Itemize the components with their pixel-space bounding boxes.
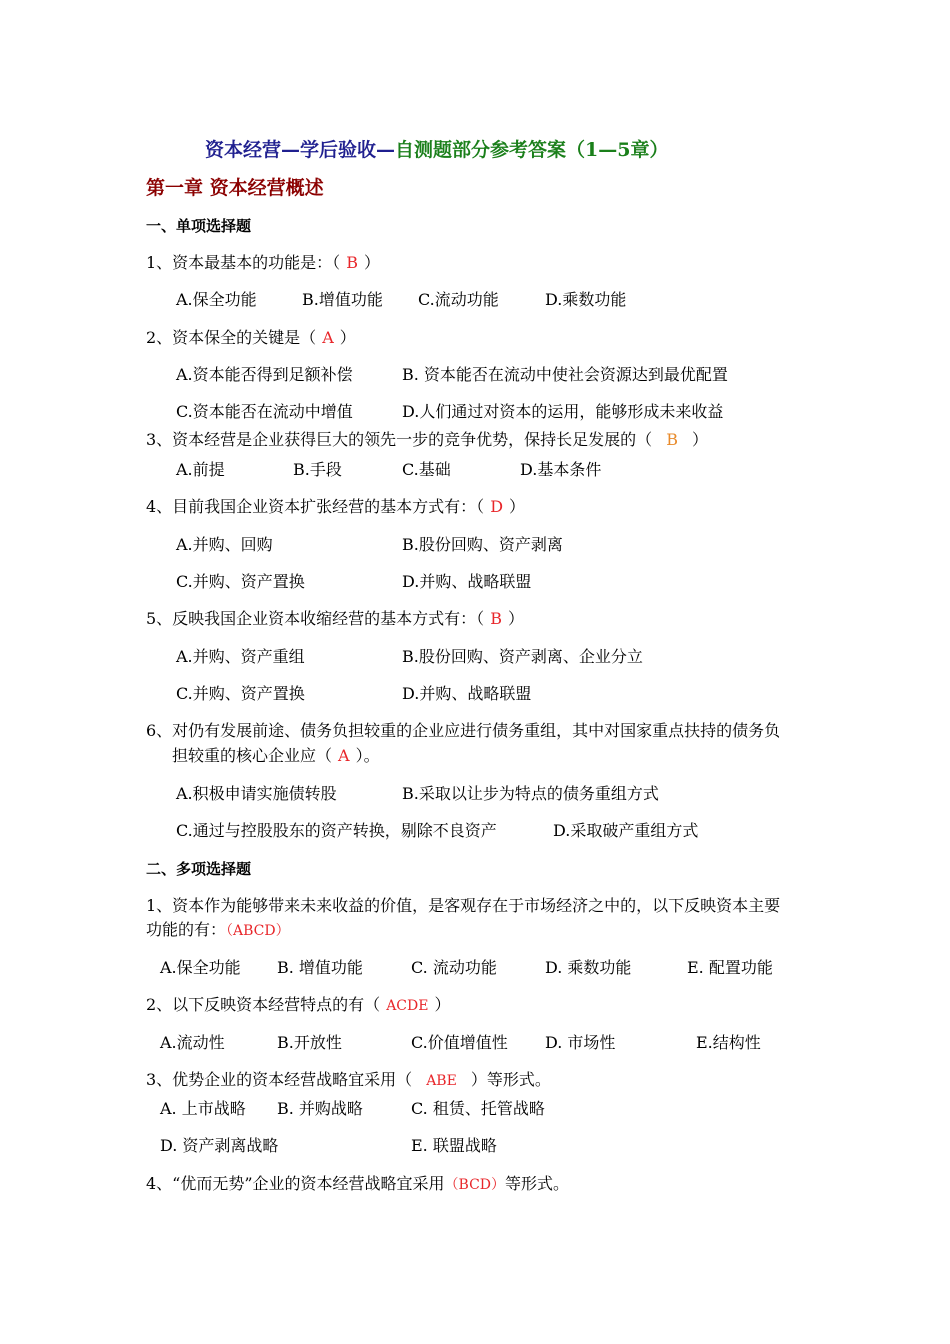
option-d: D.乘数功能 [545,290,627,309]
option-a: A.并购、回购 [176,535,273,554]
answer: B [346,253,358,272]
option-a: A.并购、资产重组 [176,647,305,666]
option-c: C.并购、资产置换 [176,684,305,703]
chapter-heading: 第一章 资本经营概述 [146,177,324,199]
question-close: ） [507,609,524,628]
page-title [205,138,668,162]
question-close: ）等形式。 [470,1070,551,1089]
option-e: E.结构性 [696,1033,761,1052]
section-heading-multiple: 二、多项选择题 [146,860,252,878]
answer: B [666,430,678,449]
question-close: ） [434,995,451,1014]
option-b: B.增值功能 [302,290,383,309]
question-4 [146,497,525,517]
option-a: A.保全功能 [160,958,241,977]
option-b: B.股份回购、资产剥离 [402,535,563,554]
option-b: B.手段 [293,460,342,479]
option-b: B.开放性 [277,1033,342,1052]
section-heading-single: 一、单项选择题 [146,217,252,235]
option-d: D.人们通过对资本的运用，能够形成未来收益 [402,402,724,421]
multi-question-4 [146,1174,569,1195]
question-text: 3、资本经营是企业获得巨大的领先一步的竞争优势，保持长足发展的（ [146,430,653,449]
question-3 [146,430,708,450]
answer: （BCD） [444,1177,506,1193]
option-c: C.资本能否在流动中增值 [176,402,353,421]
question-6-cont [172,746,380,766]
question-close: ） [339,328,356,347]
question-text: 3、优势企业的资本经营战略宜采用（ [146,1070,413,1089]
question-close: ） [509,497,526,516]
answer: B [490,609,502,628]
option-b: B.股份回购、资产剥离、企业分立 [402,647,643,666]
question-close: ） [691,430,708,449]
option-c: C. 租赁、托管战略 [411,1099,545,1118]
answer: ACDE [386,998,429,1014]
multi-question-2 [146,995,450,1016]
answer: A [322,328,334,347]
title-part1: 资本经营—学后验收— [205,139,396,161]
question-2 [146,328,356,348]
option-b: B.采取以让步为特点的债务重组方式 [402,784,659,803]
option-b: B. 并购战略 [277,1099,363,1118]
option-c: C.价值增值性 [411,1033,508,1052]
question-text: 4、“优而无势”企业的资本经营战略宜采用 [146,1174,445,1193]
option-b: B. 资本能否在流动中使社会资源达到最优配置 [402,365,728,384]
option-c: C.并购、资产置换 [176,572,305,591]
question-text: 2、资本保全的关键是（ [146,328,317,347]
question-close: ）。 [355,746,380,765]
option-a: A. 上市战略 [160,1099,246,1118]
option-d: D. 资产剥离战略 [160,1136,279,1155]
multi-question-3 [146,1070,551,1091]
multi-question-1-cont [146,920,290,941]
option-a: A.保全功能 [176,290,257,309]
question-text: 4、目前我国企业资本扩张经营的基本方式有：（ [146,497,485,516]
option-e: E. 配置功能 [687,958,773,977]
multi-question-1: 1、资本作为能够带来未来收益的价值，是客观存在于市场经济之中的，以下反映资本主要 [146,896,781,915]
option-a: A.积极申请实施债转股 [176,784,337,803]
option-d: D. 乘数功能 [545,958,632,977]
option-d: D.基本条件 [520,460,602,479]
question-6: 6、对仍有发展前途、债务负担较重的企业应进行债务重组，其中对国家重点扶持的债务负 [146,721,781,740]
question-text: 2、以下反映资本经营特点的有（ [146,995,381,1014]
question-close: 等形式。 [505,1174,570,1193]
answer: A [338,746,350,765]
question-1 [146,253,380,273]
title-part2: 自测题部分参考答案（1—5章） [395,139,669,161]
option-c: C.通过与控股股东的资产转换，剔除不良资产 [176,821,497,840]
option-d: D.采取破产重组方式 [553,821,699,840]
question-5 [146,609,524,629]
option-d: D.并购、战略联盟 [402,572,532,591]
option-b: B. 增值功能 [277,958,363,977]
option-a: A.前提 [176,460,225,479]
answer: （ABCD） [226,923,290,939]
question-text: 功能的有： [146,920,227,939]
question-close: ） [363,253,380,272]
question-text: 1、资本最基本的功能是：（ [146,253,341,272]
option-c: C. 流动功能 [411,958,497,977]
option-a: A.流动性 [160,1033,225,1052]
option-a: A.资本能否得到足额补偿 [176,365,353,384]
question-text: 5、反映我国企业资本收缩经营的基本方式有：（ [146,609,485,628]
answer: D [490,497,504,516]
option-d: D. 市场性 [545,1033,616,1052]
option-e: E. 联盟战略 [411,1136,497,1155]
question-text: 担较重的核心企业应（ [172,746,333,765]
option-c: C.基础 [402,460,451,479]
option-c: C.流动功能 [418,290,499,309]
answer: ABE [426,1073,457,1089]
option-d: D.并购、战略联盟 [402,684,532,703]
